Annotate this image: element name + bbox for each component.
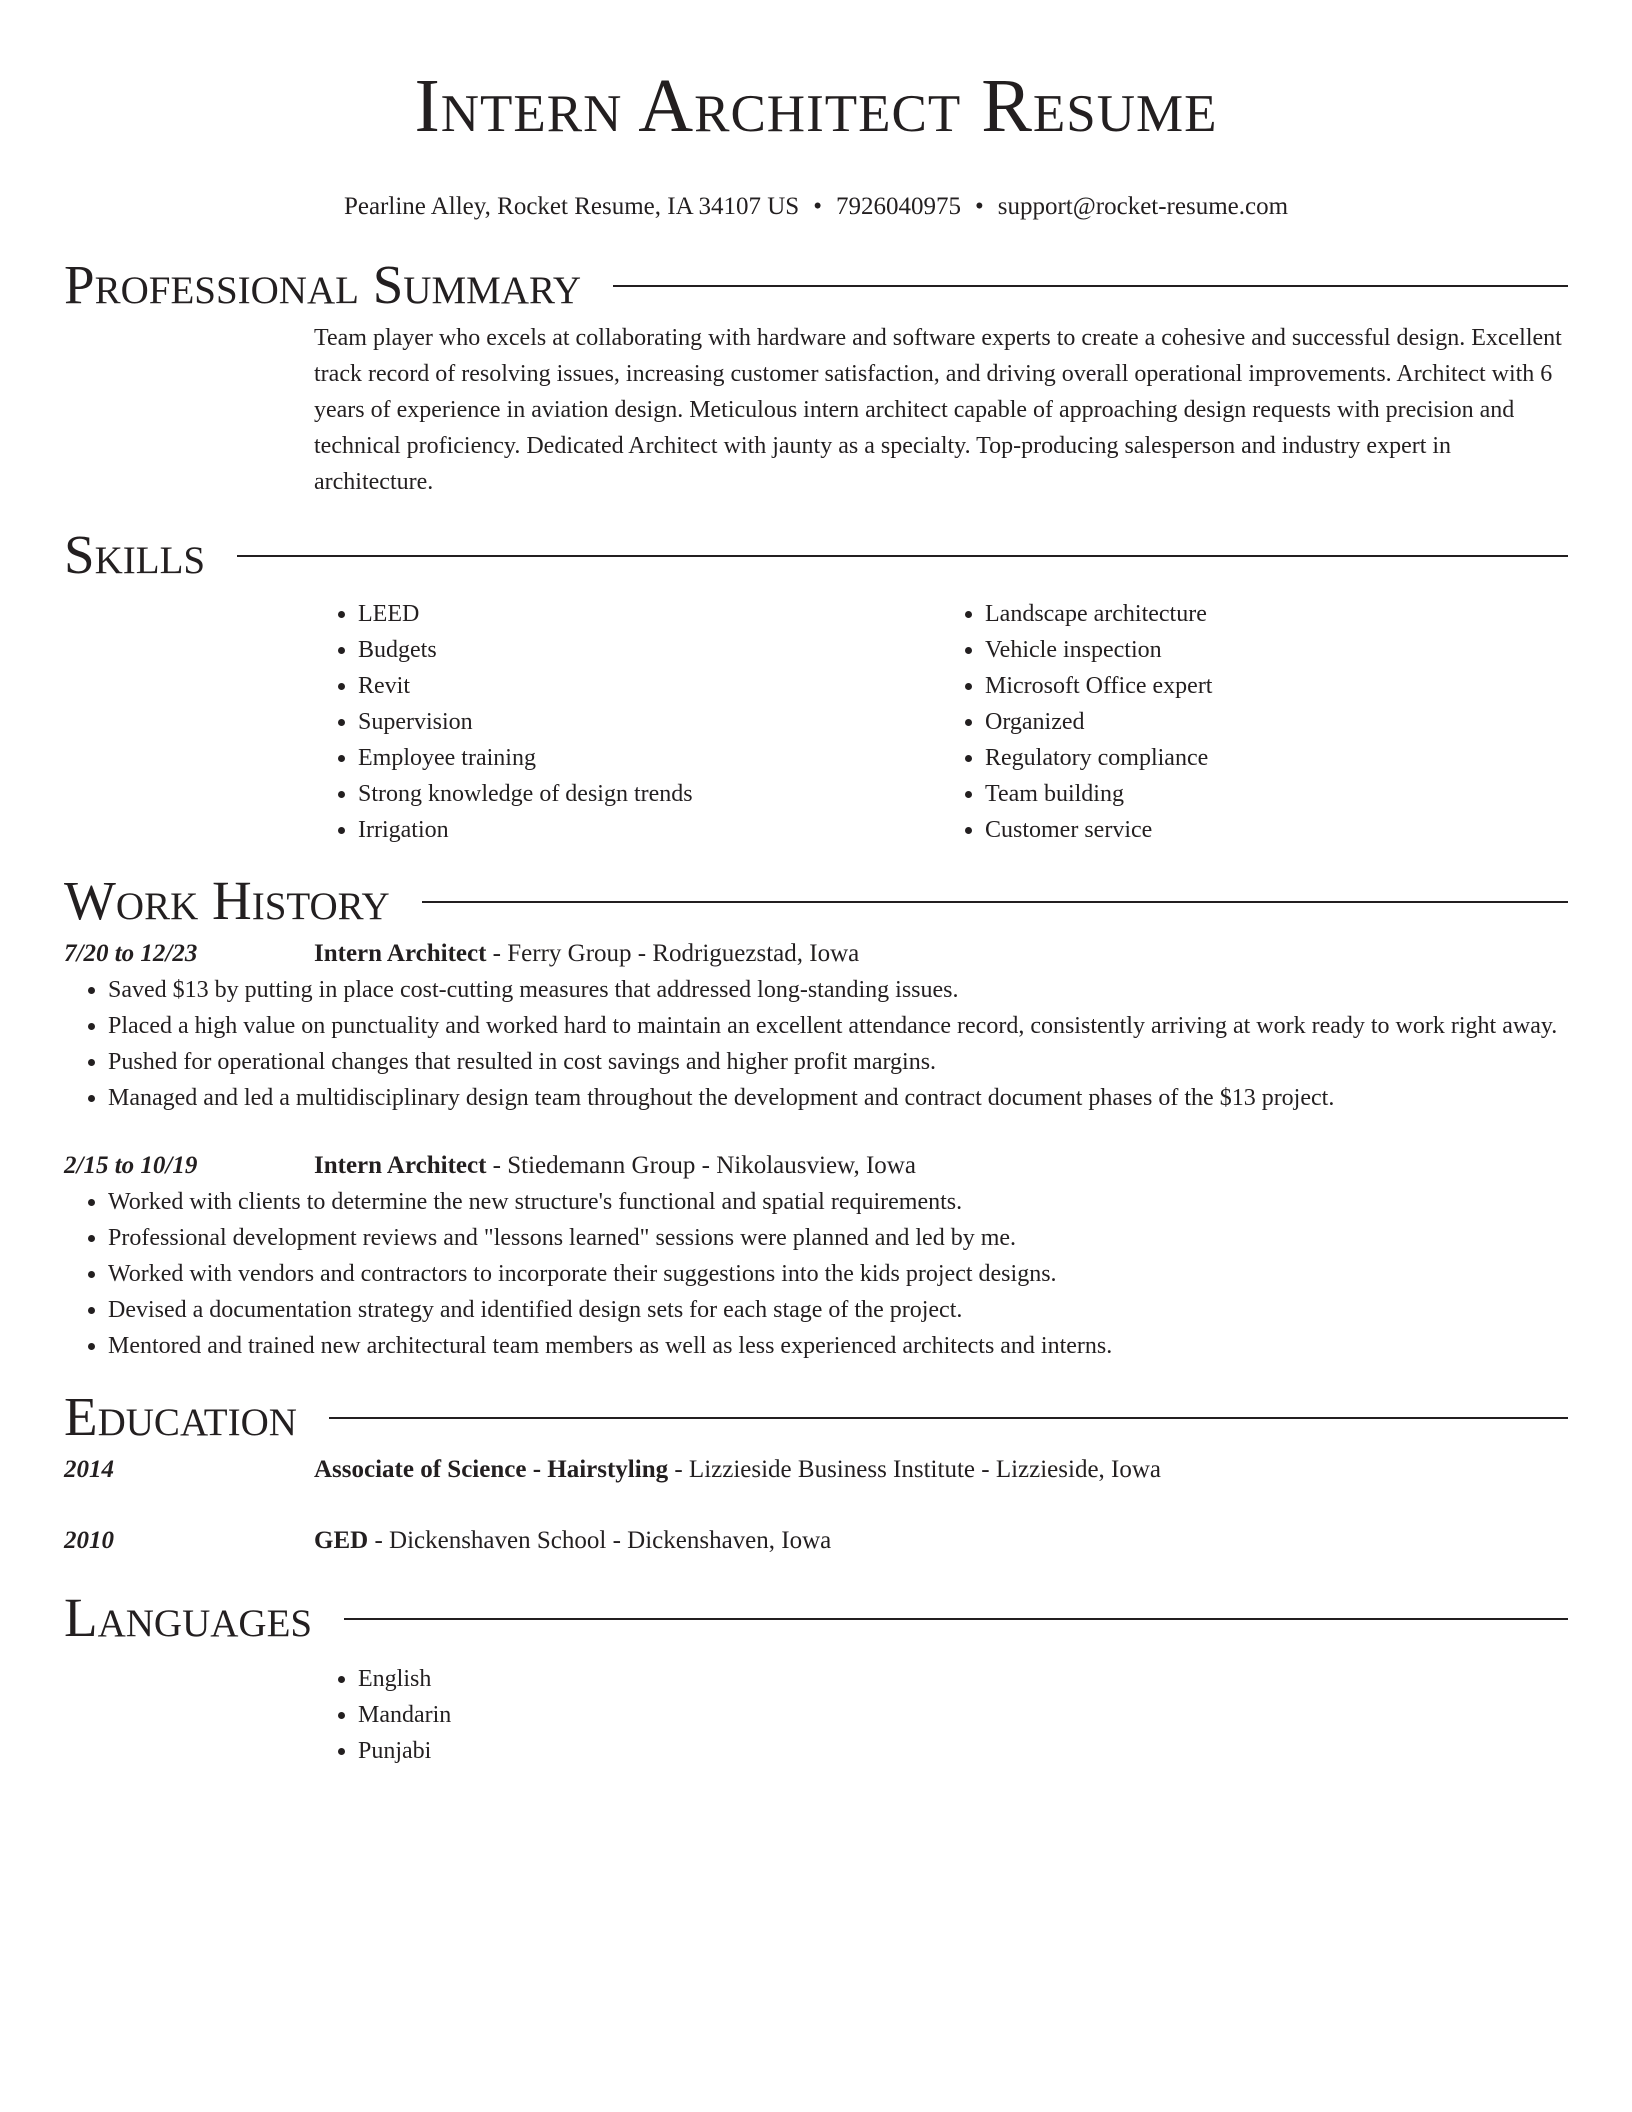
languages-header bbox=[64, 1585, 1568, 1651]
job-bullet: • Placed a high value on punctuality and worked hard to maintain an excellent attendance record, consistently arriving at work ready to work right away. bbox=[108, 1008, 1568, 1044]
skills-header bbox=[64, 522, 1568, 588]
language-item: • English bbox=[358, 1661, 1568, 1697]
job-bullet: • Worked with vendors and contractors to incorporate their suggestions into the kids project designs. bbox=[108, 1256, 1568, 1292]
job-dates: 7/20 to 12/23 bbox=[64, 940, 198, 967]
section-title-languages: Languages bbox=[64, 1587, 313, 1648]
skill-item: • Strong knowledge of design trends bbox=[358, 776, 941, 812]
job-heading-row bbox=[64, 936, 1568, 972]
section-divider bbox=[344, 1618, 1568, 1620]
job-bullets bbox=[64, 972, 1568, 1116]
skills-section bbox=[64, 522, 1568, 848]
languages-list bbox=[314, 1661, 1568, 1769]
education-degree: GED bbox=[314, 1527, 369, 1554]
job-bullet: • Worked with clients to determine the new structure's functional and spatial requirements. bbox=[108, 1184, 1568, 1220]
skill-item: • Regulatory compliance bbox=[985, 740, 1568, 776]
job-title: Intern Architect bbox=[314, 940, 487, 967]
education-year: 2010 bbox=[64, 1527, 114, 1554]
education-degree: Associate of Science - Hairstyling bbox=[314, 1456, 669, 1483]
education-heading bbox=[314, 1523, 1568, 1559]
section-divider bbox=[613, 285, 1568, 287]
section-divider bbox=[422, 901, 1568, 903]
contact-phone: 7926040975 bbox=[835, 193, 961, 220]
education-heading bbox=[314, 1452, 1568, 1488]
languages-section bbox=[64, 1585, 1568, 1769]
job-entry bbox=[64, 936, 1568, 1116]
skill-item: • Team building bbox=[985, 776, 1568, 812]
summary-section bbox=[64, 252, 1568, 500]
job-dates: 2/15 to 10/19 bbox=[64, 1152, 198, 1179]
skill-item: • Customer service bbox=[985, 812, 1568, 848]
job-bullet: • Managed and led a multidisciplinary design team throughout the development and contract document phases of the $13 project. bbox=[108, 1080, 1568, 1116]
contact-email: support@rocket-resume.com bbox=[997, 193, 1289, 220]
skills-grid bbox=[314, 596, 1568, 848]
job-title: Intern Architect bbox=[314, 1152, 487, 1179]
skill-item: • Employee training bbox=[358, 740, 941, 776]
contact-separator: • bbox=[974, 193, 984, 220]
contact-line bbox=[64, 192, 1568, 222]
job-bullet: • Mentored and trained new architectural team members as well as less experienced architects and interns. bbox=[108, 1328, 1568, 1364]
job-heading bbox=[314, 1148, 1568, 1184]
education-entry bbox=[64, 1452, 1568, 1488]
job-bullet: • Devised a documentation strategy and identified design sets for each stage of the project. bbox=[108, 1292, 1568, 1328]
skill-item: • Supervision bbox=[358, 704, 941, 740]
job-entry bbox=[64, 1148, 1568, 1364]
summary-header bbox=[64, 252, 1568, 318]
section-title-skills: Skills bbox=[64, 524, 206, 585]
resume-title: Intern Architect Resume bbox=[414, 64, 1218, 148]
language-item: • Punjabi bbox=[358, 1733, 1568, 1769]
skills-list-right bbox=[941, 596, 1568, 848]
skill-item: • Revit bbox=[358, 668, 941, 704]
job-heading bbox=[314, 936, 1568, 972]
skill-item: • Budgets bbox=[358, 632, 941, 668]
section-title-education: Education bbox=[64, 1386, 297, 1447]
job-details: - Stiedemann Group - Nikolausview, Iowa bbox=[486, 1152, 916, 1179]
job-bullets bbox=[64, 1184, 1568, 1364]
skill-item: • LEED bbox=[358, 596, 941, 632]
section-divider bbox=[329, 1417, 1568, 1419]
job-bullet: • Saved $13 by putting in place cost-cutting measures that addressed long-standing issues. bbox=[108, 972, 1568, 1008]
contact-address: Pearline Alley, Rocket Resume, IA 34107 US bbox=[343, 193, 800, 220]
education-year: 2014 bbox=[64, 1456, 114, 1483]
skill-item: • Vehicle inspection bbox=[985, 632, 1568, 668]
skill-item: • Landscape architecture bbox=[985, 596, 1568, 632]
education-details: - Dickenshaven School - Dickenshaven, Iowa bbox=[368, 1527, 832, 1554]
summary-content bbox=[314, 320, 1568, 500]
education-row bbox=[64, 1523, 1568, 1559]
skill-item: • Irrigation bbox=[358, 812, 941, 848]
contact-separator: • bbox=[813, 193, 822, 220]
skills-list-left bbox=[314, 596, 941, 848]
education-row bbox=[64, 1452, 1568, 1488]
job-bullet: • Pushed for operational changes that resulted in cost savings and higher profit margins. bbox=[108, 1044, 1568, 1080]
education-section bbox=[64, 1384, 1568, 1559]
work-section bbox=[64, 868, 1568, 1364]
skill-item: • Microsoft Office expert bbox=[985, 668, 1568, 704]
language-item: • Mandarin bbox=[358, 1697, 1568, 1733]
section-divider bbox=[237, 555, 1568, 557]
skill-item: • Organized bbox=[985, 704, 1568, 740]
section-title-work: Work History bbox=[64, 870, 390, 931]
work-header bbox=[64, 868, 1568, 934]
section-title-summary: Professional Summary bbox=[64, 254, 582, 315]
summary-text: Team player who excels at collaborating with hardware and software experts to create a cohesive and successful design. Excellent track record of resolving issues, increasing customer satisfaction, and driving overall operational improvements. Architect with 6 years of experience in aviation design. Meticulous intern architect capable of approaching design requests with precision and technical proficiency. Dedicated Architect with jaunty as a specialty. Top-producing salesperson and industry expert in architecture. bbox=[314, 325, 1562, 495]
languages-content bbox=[314, 1661, 1568, 1769]
job-heading-row bbox=[64, 1148, 1568, 1184]
job-details: - Ferry Group - Rodriguezstad, Iowa bbox=[486, 940, 860, 967]
education-header bbox=[64, 1384, 1568, 1450]
education-details: - Lizzieside Business Institute - Lizzieside, Iowa bbox=[668, 1456, 1162, 1483]
job-bullet: • Professional development reviews and "lessons learned" sessions were planned and led by me. bbox=[108, 1220, 1568, 1256]
education-entry bbox=[64, 1523, 1568, 1559]
